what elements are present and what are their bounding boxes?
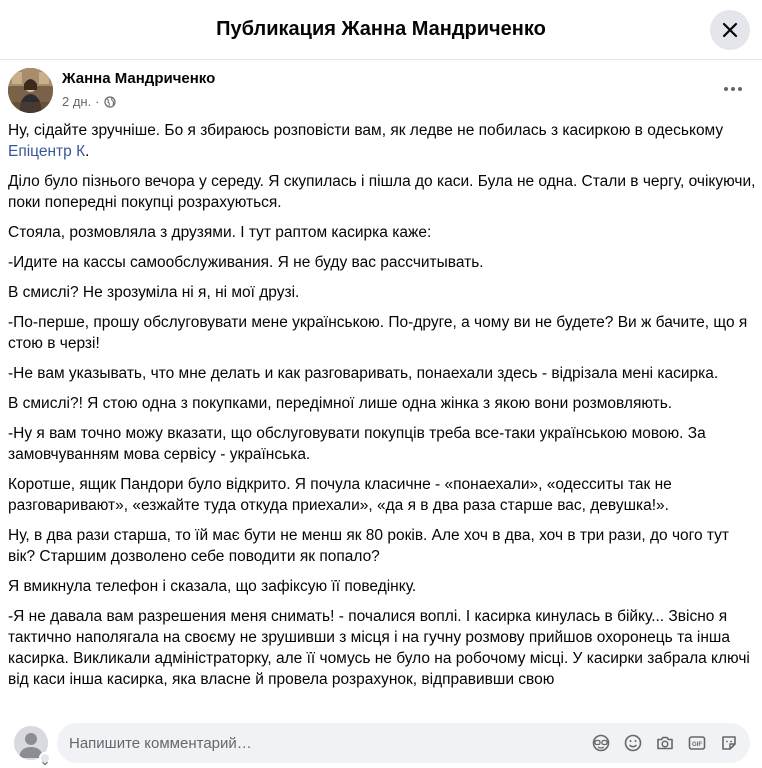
dialog-header xyxy=(0,0,762,60)
camera-button[interactable] xyxy=(654,732,676,754)
globe-icon xyxy=(104,96,116,108)
avatar-sticker-icon xyxy=(591,733,611,753)
paragraph-12: Я вмикнула телефон і сказала, що зафіксую її поведінку. xyxy=(8,578,417,595)
emoji-icon xyxy=(623,733,643,753)
close-button[interactable] xyxy=(710,10,750,50)
chevron-down-icon[interactable] xyxy=(39,752,51,764)
sticker-icon xyxy=(719,733,739,753)
author-name[interactable]: Жанна Мандриченко xyxy=(62,70,216,87)
paragraph-9: -Ну я вам точно можу вказати, що обслуговувати покупців треба все-таки українською мовою. За замовчуванням мова сервісу - українська. xyxy=(8,425,706,463)
more-options-button[interactable] xyxy=(718,77,748,101)
avatar-sticker-button[interactable] xyxy=(590,732,612,754)
paragraph-3: Стояла, розмовляла з друзями. І тут раптом касирка каже: xyxy=(8,224,432,241)
paragraph-11: Ну, в два рази старша, то їй має бути не менш як 80 років. Але хоч в два, хоч в три рази, до чого тут вік? Старшим дозволено себе поводити як попало? xyxy=(8,527,730,565)
gif-icon xyxy=(687,733,707,753)
post-header xyxy=(8,67,756,115)
gif-button[interactable] xyxy=(686,732,708,754)
svg-text:GIF: GIF xyxy=(692,741,702,748)
close-icon xyxy=(722,22,738,38)
paragraph-5: В смислі? Не зрозуміла ні я, ні мої друзі. xyxy=(8,284,300,301)
author-avatar[interactable] xyxy=(8,68,53,113)
post-meta xyxy=(62,94,116,109)
post-text xyxy=(8,120,756,708)
paragraph-2: Діло було пізнього вечора у середу. Я скупилась і пішла до каси. Була не одна. Стали в чергу, очікуючи, поки попередні покупці розрахуються. xyxy=(8,173,756,211)
paragraph-4: -Идите на кассы самообслуживания. Я не буду вас рассчитывать. xyxy=(8,254,484,271)
paragraph-6: -По-перше, прошу обслуговувати мене українською. По-друге, а чому ви не будете? Ви ж бачите, що я стою в черзі! xyxy=(8,314,748,352)
paragraph-10: Коротше, ящик Пандори було відкрито. Я почула класичне - «понаехали», «одесситы так не разговаривают», «езжайте туда откуда приехали», «да я в два раза старше вас, девушка!». xyxy=(8,476,672,514)
camera-icon xyxy=(655,733,675,753)
avatar-photo xyxy=(8,68,53,113)
comment-composer xyxy=(0,709,762,768)
sticker-button[interactable] xyxy=(718,732,740,754)
post-time[interactable]: 2 дн. xyxy=(62,94,92,109)
paragraph-13: -Я не давала вам разрешения меня снимать! - почалися воплі. І касирка кинулась в бійку... Звісно я тактично наполягала на своєму не зрушивши з місця і на гучну розмову прийшов охоронець та інша касирка. Викликали адміністраторку, але її чомусь не було на робочому місці. У касирки забрала ключі від каси інша касирка, яка власне й провела розрахунок, відправивши свою xyxy=(8,608,750,688)
comment-field[interactable] xyxy=(57,723,750,763)
paragraph-1-end: . xyxy=(85,143,90,160)
comment-tools xyxy=(590,732,740,754)
paragraph-7: -Не вам указывать, что мне делать и как разговаривать, понаехали здесь - відрізала мені касирка. xyxy=(8,365,719,382)
chevron-glyph xyxy=(41,759,49,767)
page-link[interactable]: Епіцентр К xyxy=(8,143,86,160)
emoji-button[interactable] xyxy=(622,732,644,754)
paragraph-1 xyxy=(8,120,756,162)
paragraph-1-text: Ну, сідайте зручніше. Бо я збираюсь розповісти вам, як ледве не побилась з касиркою в одеському xyxy=(8,122,724,139)
page-title: Публикация Жанна Мандриченко xyxy=(216,18,546,40)
meta-separator: · xyxy=(95,94,100,109)
paragraph-8: В смислі?! Я стою одна з покупками, передімної лише одна жінка з якою вони розмовляють. xyxy=(8,395,673,412)
comment-input[interactable] xyxy=(69,723,589,763)
more-horizontal-icon xyxy=(723,86,743,92)
